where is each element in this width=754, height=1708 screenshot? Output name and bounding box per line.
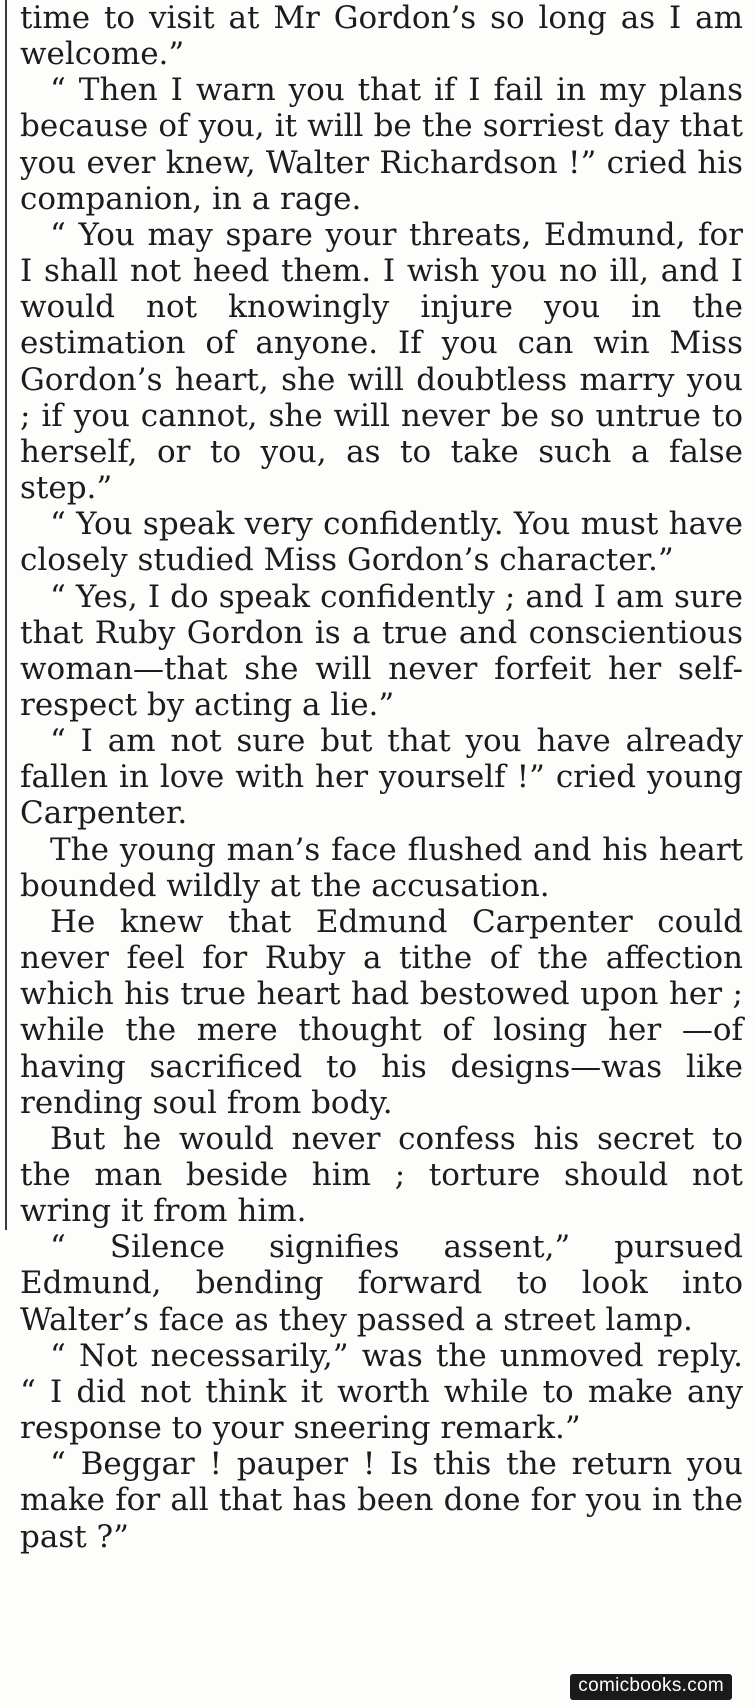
paragraph-continuation: time to visit at Mr Gordon’s so long as I am welcome.” bbox=[20, 0, 743, 73]
watermark-label: comicbooks.com bbox=[570, 1674, 732, 1700]
paragraph-spare-threats: “ You may spare your threats, Edmund, for I shall not heed them. I wish you no ill, and I would not knowingly injure you in the estimation of anyone. If you can win Miss Gordon’s heart, she will doubtless marry you ; if you cannot, she will never be so untrue to herself, or to you, as to take such a false step.” bbox=[20, 216, 743, 507]
paragraph-fallen-in-love: “ I am not sure but that you have already fallen in love with her yourself !” cried young Carpenter. bbox=[20, 723, 743, 832]
paragraph-silence: “ Silence signifies assent,” pursued Edmund, bending forward to look into Walter’s face as they passed a street lamp. bbox=[20, 1229, 743, 1338]
paragraph-never-confess: But he would never confess his secret to the man beside him ; torture should not wring it from him. bbox=[20, 1120, 743, 1230]
paragraph-not-necessarily: “ Not necessarily,” was the unmoved reply. “ I did not think it worth while to make any response to your sneering remark.” bbox=[20, 1337, 743, 1447]
paragraph-he-knew: He knew that Edmund Carpenter could never feel for Ruby a tithe of the affection which his true heart had bestowed upon her ; while the mere thought of losing her —of having sacrificed to his designs—was like rending soul from body. bbox=[20, 903, 743, 1121]
paragraph-beggar: “ Beggar ! pauper ! Is this the return you make for all that has been done for you in the past ?” bbox=[20, 1446, 743, 1555]
article-column bbox=[20, 0, 743, 1555]
paragraph-face-flushed: The young man’s face flushed and his heart bounded wildly at the accusation. bbox=[20, 831, 743, 904]
paragraph-yes-confidently: “ Yes, I do speak confidently ; and I am sure that Ruby Gordon is a true and conscientious woman—that she will never forfeit her self-respect by acting a lie.” bbox=[20, 578, 743, 723]
column-rule bbox=[5, 0, 7, 1230]
paragraph-confidently: “ You speak very confidently. You must have closely studied Miss Gordon’s character.” bbox=[20, 506, 743, 579]
paragraph-warning: “ Then I warn you that if I fail in my plans because of you, it will be the sorriest day that you ever knew, Walter Richardson !” cried his companion, in a rage. bbox=[20, 72, 743, 217]
